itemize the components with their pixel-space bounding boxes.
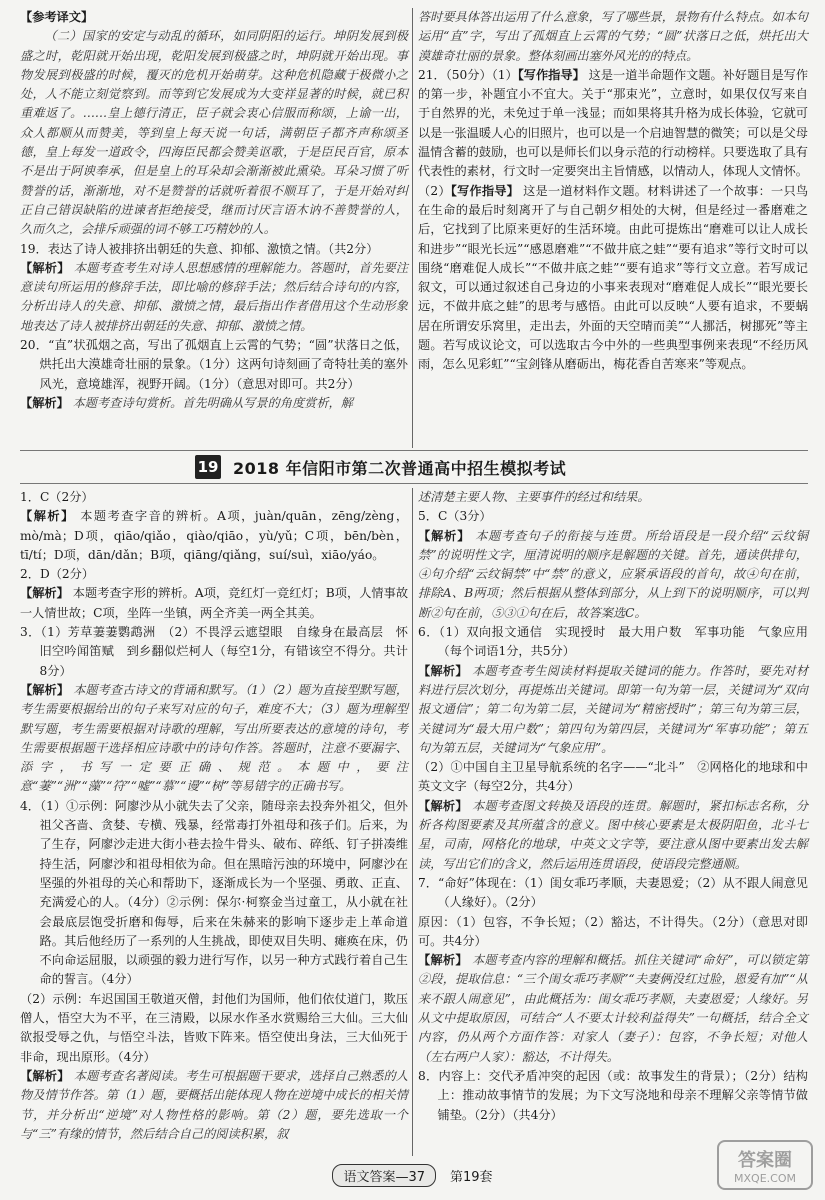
answer-19: 19．表达了诗人被排挤出朝廷的失意、抑郁、激愤之情。（共2分）: [20, 241, 379, 256]
answer-7-analysis-tag: 【 解析 】: [418, 953, 468, 967]
answer-6-2-analysis-tag: 【 解析 】: [418, 799, 468, 813]
answer-2-analysis-tag: 【 解析 】: [20, 586, 69, 600]
answer-21-guide: 这是一道半命题作文题。补好题目是写作的第一步，补题宜小不宜大。关于“那束光”，立意时，如果仅仅写来自于自然界的光，未免过于单一浅显；而如果将其升格为成长体验，它就可以是一张温暖人心的旧照片，也可以是一个启迪智慧的微笑；可以是父母温情含蓄的鼓励，也可以是师长们以身示范的行动榜样。只要选取了具有代表性的素材，行文时一定要突出主旨情感，以情动人，体现人文情怀。: [418, 67, 809, 179]
right-column-top: [418, 8, 808, 375]
answer-21-2-guide-tag: 【 写作指导 】: [451, 184, 519, 198]
answer-2: 2．D（2分）: [20, 567, 95, 582]
section-rule-top: [20, 450, 808, 451]
answer-5: 5．C（3分）: [418, 509, 492, 524]
section-title: 2018 年信阳市第二次普通高中招生模拟考试: [233, 458, 567, 478]
answer-4-2: （2）示例：车迟国国王敬道灭僧，封他们为国师，他们依仗道门，欺压僧人，悟空大为不平，在三清殿，以尿水作圣水赏赐给三大仙。三大仙欲报受辱之仇，与悟空斗法，皆败下阵来。悟空使出身法，三大仙死于非命，现出原形。（4分）: [20, 991, 408, 1064]
answer-6-2: （2）①中国自主卫星导航系统的名字——“北斗” ②网格化的地球和中英文文字（每空2分，共4分）: [418, 760, 808, 794]
answer-21: 21．（50分）（1）: [418, 67, 518, 82]
site-watermark-logo: [717, 1140, 813, 1190]
answer-6: 6．（1）双向报文通信 实现授时 最大用户数 军事功能 气象应用（每个词语1分，共5分）: [418, 625, 808, 659]
answer-2-analysis: 本题考查字形的辨析。A项，竞红灯一竞红灯；B项，人情事故一人情世故；C项，坐阵一坐镇，两全齐美一两全其美。: [20, 586, 409, 620]
section-rule-bottom: [20, 483, 808, 484]
answer-5-analysis-tag: 【 解析 】: [418, 529, 470, 543]
answer-1-analysis: 本题考查字音的辨析。A项，juàn/quān，zēng/zèng，mò/mà；D项，qiāo/qiǎo，qiào/qiāo，yù/yǔ；C项，bēn/bèn，tī/tí；D项，dān/dǎn；B项，qiāng/qiǎng，suí/suì，xiāo/yáo。: [20, 509, 409, 562]
answer-20-analysis: 本题考查诗句赏析。首先明确从写景的角度赏析，解: [72, 395, 353, 410]
answer-20: 20．“直”状孤烟之高，写出了孤烟直上云霄的气势；“圆”状落日之低，烘托出大漠雄奇壮丽的景象。（1分）这两句诗刻画了奇特壮美的塞外风光，意境雄浑，视野开阔。（1分）（意思对即可。共2分）: [20, 338, 408, 391]
column-divider-top: [412, 8, 413, 448]
answer-3: 3．（1）芳草萋萋鹦鹉洲 （2）不畏浮云遮望眼 自缘身在最高层 怀旧空吟闻笛赋 到乡翻似烂柯人（每空1分，有错该空不得分。共计8分）: [20, 625, 408, 678]
answer-6-analysis-tag: 【 解析 】: [418, 664, 468, 678]
right-column-bottom: [418, 488, 808, 1125]
answer-7-analysis: 本题考查内容的理解和概括。抓住关键词“命好”，可以锁定第②段，提取信息：“三个闺女乖巧孝顺”“夫妻俩没红过脸，恩爱有加”“从来不跟人闹意见”，由此概括为：闺女乖巧孝顺，夫妻恩爱；人缘好。另从文中提取原因，可结合“人不要太计较利益得失”一句概括，结合全文内容，仍从两个方面作答：对家人（妻子）：包容，不争长短；对他人（左右两户人家）：豁达，不计得失。: [418, 953, 809, 1064]
answer-20-analysis-tag: 【 解析 】: [20, 396, 69, 410]
answer-21-2: （2）: [418, 183, 451, 198]
answer-19-analysis: 本题考查考生对诗人思想感情的理解能力。答题时，首先要注意读句所运用的修辞手法，即比喻的修辞手法；然后结合诗句的内容，分析出诗人的失意、抑郁、激愤之情，最后指出作者借用这个生动形象地表达了诗人被排挤出朝廷的失意、抑郁、激愤之情。: [20, 260, 409, 333]
answer-8: 8．内容上：交代矛盾冲突的起因（或：故事发生的背景）；（2分）结构上：推动故事情节的发展；为下文写浇地和母亲不理解父亲等情节做铺垫。（2分）（共4分）: [418, 1068, 808, 1122]
answer-7-reason: 原因：（1）包容，不争长短；（2）豁达，不计得失。（2分）（意思对即可。共4分）: [418, 914, 808, 948]
answer-6-2-analysis: 本题考查图文转换及语段的连贯。解题时，紧扣标志名称，分析各构图要素及其所蕴含的意义。图中核心要素是太极阴阳鱼，北斗七星，司南，网格化的地球，中英文文字等，要注意从图中要素出发去解读，写出它们的含义，然后运用连贯语段，使语段完整通顺。: [418, 798, 809, 871]
answer-3-analysis-tag: 【 解析 】: [20, 683, 69, 697]
section-header: [195, 454, 645, 480]
column-divider-bottom: [412, 488, 413, 1156]
answer-21-2-guide: 这是一道材料作文题。材料讲述了一个故事：一只鸟在生命的最后时刻离开了与自己朝夕相处的大树，但是经过一番磨难之后，它找到了比原来更好的生活环境。由此可提炼出“磨难可以让人成长和进步”“眼光长远”“感恩磨难”“不做井底之蛙”“要有追求”等行文时可以围绕“磨难促人成长”“不做井底之蛙”“要有追求”等行文立意。若写成记叙文，可以通过叙述自己身边的小事来表现对“磨难促人成长”“眼光要长远，不做井底之蛙”的思考与感悟。由此可以反映“人要有追求，不要蜗居在所谓安乐窝里，走出去，外面的天空晴而美”“人挪活，树挪死”等主题。若写成议论文，可以选取古今中外的一些典型事例来表现“不经历风雨，怎么见彩虹”“宝剑锋从磨砺出，梅花香自苦寒来”等观点。: [418, 183, 809, 372]
page-footer: [0, 1160, 825, 1190]
answer-7: 7．“命好”体现在：（1）闺女乖巧孝顺，夫妻恩爱；（2）从不跟人闹意见（人缘好）。（2分）: [418, 875, 808, 910]
left-column-bottom: [20, 488, 408, 1144]
answer-19-analysis-tag: 【 解析 】: [20, 261, 70, 275]
section-number-badge: 19: [195, 455, 221, 479]
ref-translation-paragraph: （二）国家的安定与动乱的循环，如同阴阳的运行。坤阴发展到极盛之时，乾阳就开始出现，乾阳发展到极盛之时，坤阴就开始出现。事物发展到极盛的时候，覆灭的危机开始萌芽。这种危机隐藏于极微小之处，人不能立刻觉察到。而等到它发展成为大变祥显著的时候，就已积重难返了。……皇上德行清正，臣子就会衷心信服而称颂，上谕一出，众人都顺从而赞美，等到皇上每天说一句话，满朝臣子都齐声称颂圣德，皇上每发一道政令，四海臣民都会赞美讴歌，于是臣民百官，原本不是出于阿谀奉承，但是皇上的耳朵却会渐渐被此熏染。耳朵习惯了听赞誉的话，渐渐地，对不是赞誉的话就听着很不顺耳了，于是开始对纠正自己错误缺陷的进谏者拒绝接受，继而讨厌言语木讷不善赞誉的人，久而久之，会排斥顽强的词不够工巧精妙的人。: [20, 29, 408, 237]
page-number-label: 语文答案—37: [332, 1164, 436, 1187]
ref-translation-tag: 【 参考译文 】: [20, 10, 93, 24]
set-label: 第19套: [450, 1169, 493, 1185]
answer-4-analysis: 本题考查名著阅读。考生可根据题干要求，选择自己熟悉的人物及情节作答。第（1）题，要概括出能体现人物在逆境中成长的相关情节，并分析出“逆境”对人物性格的影响。第（2）题，要先选取一个与“三”有缘的情节，然后结合自己的阅读积累，叙: [20, 1068, 409, 1141]
answer-1: 1．C（2分）: [20, 490, 94, 504]
answer-5-analysis: 本题考查句子的衔接与连贯。所给语段是一段介绍“云纹铜禁”的说明性文字，厘清说明的顺序是解题的关键。首先，通读供排句，④句介绍“云纹铜禁”中“禁”的意义，应紧承语段的首句，故④句在前，排除A、B两项；然后根据从整体到部分，从上到下的说明顺序，可以判断②句在前，⑤③①句在后，故答案选C。: [418, 528, 809, 620]
answer-21-guide-tag: 【 写作指导 】: [518, 68, 585, 82]
answer-1-analysis-tag: 【 解析 】: [20, 509, 75, 523]
watermark-line2: MXQE.COM: [734, 1171, 796, 1185]
answer-6-analysis: 本题考查考生阅读材料提取关键词的能力。作答时，要先对材料进行层次划分，再提炼出关键词。即第一句为第一层，关键词为“双向报文通信”；第二句为第二层，关键词为“精密授时”；第三句为第三层，关键词为“最大用户数”；第四句为第四层，关键词为“军事功能”；第五句为第五层，关键词为“气象应用”。: [418, 663, 809, 755]
answer-20-analysis-cont: 答时要具体答出运用了什么意象，写了哪些景，景物有什么特点。如本句运用“直”字，写出了孤烟直上云霄的气势；“圆”状落日之低，烘托出大漠雄奇壮丽的景象。整体刻画出塞外风光的的特点。: [418, 10, 808, 63]
answer-3-analysis: 本题考查古诗文的背诵和默写。（1）（2）题为直接型默写题，考生需要根据给出的句子来写对应的句子，难度不大；（3）题为理解型默写题，考生需要根据对诗歌的理解，写出所要表达的意境的诗句，考生需要根据题干选择相应诗歌中的诗句作答。答题时，注意不要漏字、添字，书写一定要正确、规范。本题中，要注意“萋”“洲”“藻”“符”“嘘”“慕”“谩”“树”等易错字的正确书写。: [20, 682, 409, 794]
answer-4: 4．（1）①示例：阿廖沙从小就失去了父亲，随母亲去投奔外祖父，但外祖父吝啬、贪婪、专横、残暴，经常毒打外祖母和孩子们。后来，为了生存，阿廖沙走进大街小巷去捡牛骨头、破布、碎纸、钉子拼凑维持生活，阿廖沙和祖母相依为命。但在黑暗污浊的环境中，阿廖沙在坚强的外祖母的关心和帮助下，逐渐成长为一个坚强、勇敢、正直、充满爱心的人。（4分）②示例：保尔·柯察金当过童工，从小就在社会最底层饱受折磨和侮辱，后来在朱赫来的影响下逐步走上革命道路。其后他经历了一系列的人生挑战，即使双目失明、瘫痪在床，仍不向命运屈服，以顽强的毅力进行写作，以另一种方式践行着自己生命的誓言。（4分）: [20, 798, 408, 987]
answer-4-analysis-tag: 【 解析 】: [20, 1069, 70, 1083]
left-column-top: [20, 8, 408, 413]
answer-4-analysis-cont: 述清楚主要人物、主要事件的经过和结果。: [418, 490, 650, 504]
watermark-line1: 答案圈: [738, 1149, 792, 1171]
